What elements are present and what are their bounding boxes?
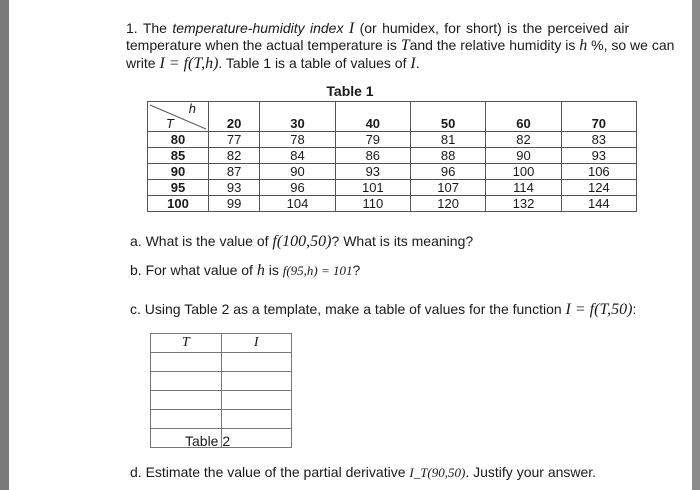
table-cell: 78 xyxy=(260,132,335,148)
table-row xyxy=(148,132,637,148)
column-header: 30 xyxy=(260,102,335,132)
diagonal-divider xyxy=(148,102,208,132)
table-row xyxy=(148,148,637,164)
table-cell: 83 xyxy=(561,132,636,148)
row-header: 85 xyxy=(148,148,209,164)
table-1 xyxy=(147,101,637,212)
table-cell: 96 xyxy=(260,180,335,196)
row-header: 90 xyxy=(148,164,209,180)
table-cell: 82 xyxy=(209,148,260,164)
question-b: b. For what value of h is f(95,h) = 101? xyxy=(130,262,361,279)
table-2-caption: Table 2 xyxy=(185,433,231,449)
empty-cell xyxy=(151,391,222,410)
column-header: 20 xyxy=(209,102,260,132)
table-cell: 99 xyxy=(209,196,260,212)
empty-cell xyxy=(221,410,292,429)
empty-cell xyxy=(221,372,292,391)
table-cell: 104 xyxy=(260,196,335,212)
table-2 xyxy=(150,333,292,448)
question-c: c. Using Table 2 as a template, make a table of values for the function I = f(T,50): xyxy=(130,301,637,318)
intro-line-1: 1. The temperature-humidity index I (or humidex, for short) is the perceived air xyxy=(126,20,630,37)
empty-cell xyxy=(151,410,222,429)
table-cell: 90 xyxy=(486,148,561,164)
table-cell: 120 xyxy=(410,196,485,212)
table-cell: 106 xyxy=(561,164,636,180)
column-header: 60 xyxy=(486,102,561,132)
corner-cell xyxy=(148,102,209,132)
empty-cell xyxy=(221,429,292,448)
table-cell: 132 xyxy=(486,196,561,212)
table-cell: 81 xyxy=(410,132,485,148)
column-header: 40 xyxy=(335,102,410,132)
table-cell: 79 xyxy=(335,132,410,148)
column-header: 50 xyxy=(410,102,485,132)
row-header: 80 xyxy=(148,132,209,148)
table-row xyxy=(148,180,637,196)
table-header-row xyxy=(148,102,637,132)
empty-cell xyxy=(221,353,292,372)
intro-line-3: write I = f(T,h). Table 1 is a table of values of I. xyxy=(126,55,420,72)
left-page-edge xyxy=(0,0,9,490)
question-a: a. What is the value of f(100,50)? What is its meaning? xyxy=(130,233,474,250)
table-cell: 82 xyxy=(486,132,561,148)
right-page-edge xyxy=(692,0,700,490)
table-cell: 90 xyxy=(260,164,335,180)
table-cell: 107 xyxy=(410,180,485,196)
intro-line-2: temperature when the actual temperature is Tand the relative humidity is h %, so we can xyxy=(126,37,675,54)
corner-T-label: T xyxy=(166,116,174,131)
empty-cell xyxy=(151,353,222,372)
table-1-caption: Table 1 xyxy=(326,83,374,99)
table-cell: 144 xyxy=(561,196,636,212)
empty-cell xyxy=(151,372,222,391)
table-cell: 114 xyxy=(486,180,561,196)
table-2-header-I: I xyxy=(221,334,292,353)
row-header: 100 xyxy=(148,196,209,212)
table-cell: 101 xyxy=(335,180,410,196)
table-cell: 110 xyxy=(335,196,410,212)
table-cell: 87 xyxy=(209,164,260,180)
table-cell: 100 xyxy=(486,164,561,180)
column-header: 70 xyxy=(561,102,636,132)
table-cell: 86 xyxy=(335,148,410,164)
table-2-header-T: T xyxy=(151,334,222,353)
table-cell: 96 xyxy=(410,164,485,180)
table-cell: 77 xyxy=(209,132,260,148)
table-cell: 88 xyxy=(410,148,485,164)
corner-h-label: h xyxy=(188,101,196,116)
table-cell: 93 xyxy=(335,164,410,180)
row-header: 95 xyxy=(148,180,209,196)
table-cell: 124 xyxy=(561,180,636,196)
empty-cell xyxy=(221,391,292,410)
table-row xyxy=(148,196,637,212)
question-d: d. Estimate the value of the partial derivative I_T(90,50). Justify your answer. xyxy=(130,464,597,480)
table-row xyxy=(148,164,637,180)
table-cell: 84 xyxy=(260,148,335,164)
table-cell: 93 xyxy=(561,148,636,164)
table-cell: 93 xyxy=(209,180,260,196)
